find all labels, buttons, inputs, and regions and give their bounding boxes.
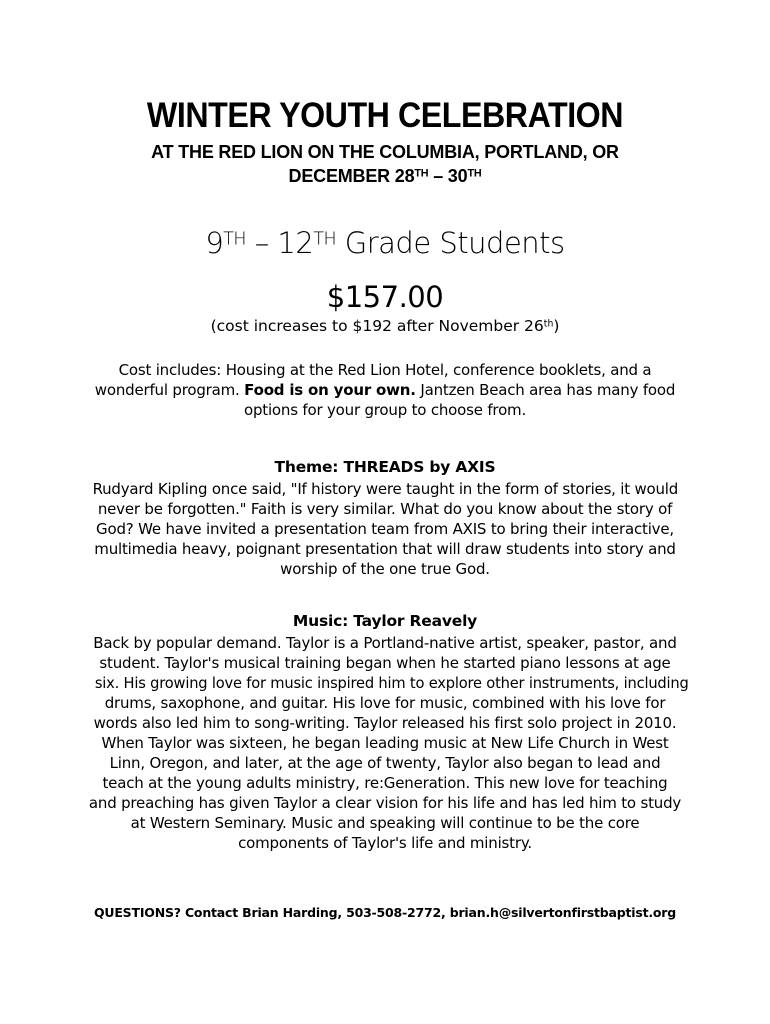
music-line: components of Taylor's life and ministry. xyxy=(238,834,532,852)
event-location: AT THE RED LION ON THE COLUMBIA, PORTLAND, OR xyxy=(151,142,619,162)
theme-paragraph xyxy=(92,479,678,579)
music-line: words also led him to song-writing. Taylor released his first solo project in 2010. xyxy=(93,714,677,732)
theme-heading: Theme: THREADS by AXIS xyxy=(274,458,496,476)
music-line: at Western Seminary. Music and speaking will continue to be the core xyxy=(130,814,640,832)
music-heading: Music: Taylor Reavely xyxy=(292,612,478,630)
price-note-suffix: ) xyxy=(553,317,560,335)
price-increase-note xyxy=(0,317,770,335)
dates-sup-1: TH xyxy=(414,167,429,180)
music-line: and preaching has given Taylor a clear vision for his life and has led him to study xyxy=(88,794,682,812)
includes-line-2a: wonderful program. xyxy=(94,381,245,399)
music-line: drums, saxophone, and guitar. His love for music, combined with his love for xyxy=(104,694,666,712)
theme-line: God? We have invited a presentation team from AXIS to bring their interactive, xyxy=(96,520,674,538)
dates-prefix: DECEMBER 28 xyxy=(288,166,415,186)
theme-line: multimedia heavy, poignant presentation that will draw students into story and xyxy=(94,540,676,558)
music-line: six. His growing love for music inspired him to explore other instruments, including xyxy=(94,674,689,692)
cost-includes-paragraph xyxy=(92,360,678,420)
page-title: WINTER YOUTH CELEBRATION xyxy=(146,96,624,135)
music-line: When Taylor was sixteen, he began leading music at New Life Church in West xyxy=(101,734,669,752)
grade-from: 9 xyxy=(205,226,224,260)
food-notice: Food is on your own. xyxy=(244,381,416,399)
price-note-sup: th xyxy=(543,318,554,330)
includes-line-2b: Jantzen Beach area has many food xyxy=(415,381,676,399)
grade-from-sup: TH xyxy=(223,229,246,250)
grade-range xyxy=(0,226,770,260)
theme-line: Rudyard Kipling once said, "If history were taught in the form of stories, it would xyxy=(92,480,679,498)
price-note-prefix: (cost increases to $192 after November 26 xyxy=(210,317,544,335)
theme-line: worship of the one true God. xyxy=(280,560,490,578)
includes-line-1: Cost includes: Housing at the Red Lion Hotel, conference booklets, and a xyxy=(118,361,652,379)
includes-line-2 xyxy=(92,380,678,400)
includes-line-3: options for your group to choose from. xyxy=(243,401,527,419)
dates-sup-2: TH xyxy=(467,167,482,180)
price-amount: $157.00 xyxy=(326,280,444,314)
music-line: teach at the young adults ministry, re:Generation. This new love for teaching xyxy=(102,774,668,792)
theme-line: never be forgotten." Faith is very similar. What do you know about the story of xyxy=(97,500,673,518)
contact-footer: QUESTIONS? Contact Brian Harding, 503-508-2772, brian.h@silvertonfirstbaptist.org xyxy=(93,905,677,920)
music-paragraph xyxy=(88,633,689,853)
music-line: Back by popular demand. Taylor is a Portland-native artist, speaker, pastor, and xyxy=(93,634,677,652)
grade-label: Grade Students xyxy=(336,226,565,260)
grade-to-sup: TH xyxy=(313,229,337,250)
event-dates xyxy=(0,166,770,187)
grade-dash: – 12 xyxy=(245,226,314,260)
dates-middle: – 30 xyxy=(428,166,468,186)
music-line: Linn, Oregon, and later, at the age of twenty, Taylor also began to lead and xyxy=(109,754,661,772)
music-line: student. Taylor's musical training began when he started piano lessons at age xyxy=(99,654,671,672)
